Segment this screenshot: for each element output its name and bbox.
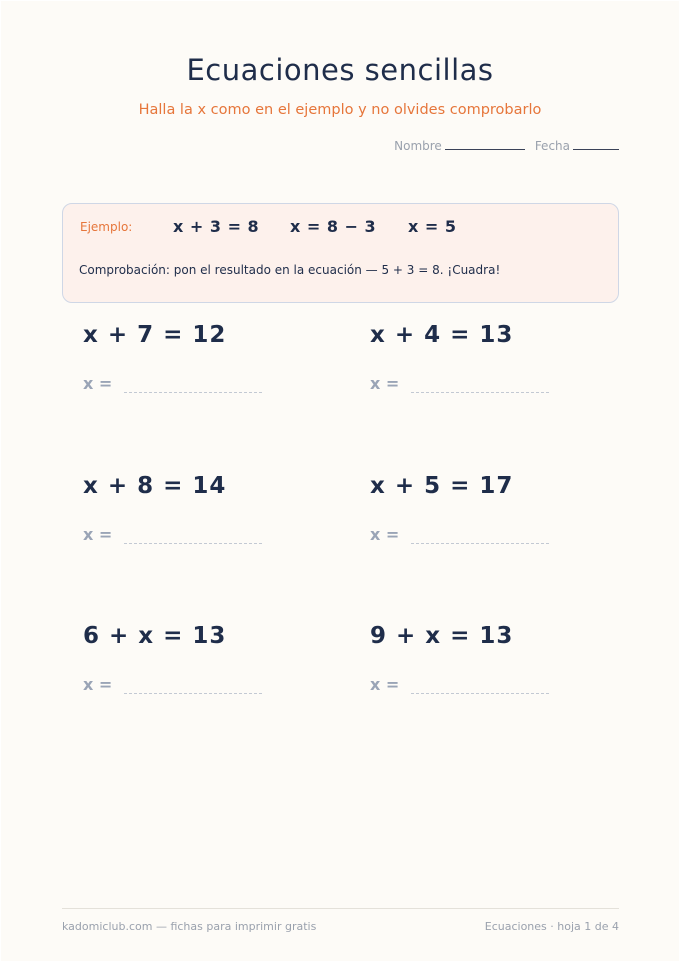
name-field[interactable] (394, 139, 525, 153)
example-step-2: x = 8 − 3 (290, 217, 377, 236)
answer-row (83, 675, 303, 694)
answer-blank[interactable] (411, 542, 549, 544)
problem-equation: 6 + x = 13 (83, 623, 227, 649)
answer-row (370, 525, 590, 544)
problem-equation: x + 8 = 14 (83, 473, 227, 499)
answer-label: x = (83, 525, 113, 544)
date-field[interactable] (535, 139, 619, 153)
problem-4 (370, 473, 590, 544)
date-label: Fecha (534, 139, 570, 153)
answer-row (83, 525, 303, 544)
example-box (62, 203, 619, 303)
answer-row (370, 374, 590, 393)
problem-equation: x + 7 = 12 (83, 322, 227, 348)
problem-6 (370, 623, 590, 694)
answer-row (83, 374, 303, 393)
footer-page-info: Ecuaciones · hoja 1 de 4 (484, 920, 619, 933)
page-subtitle: Halla la x como en el ejemplo y no olvides comprobarlo (138, 102, 542, 118)
problem-equation: x + 4 = 13 (370, 322, 514, 348)
answer-blank[interactable] (124, 692, 262, 694)
problem-equation: x + 5 = 17 (370, 473, 514, 499)
footer-site-credit: kadomiclub.com — fichas para imprimir gratis (62, 920, 317, 933)
date-blank-line (573, 148, 619, 150)
problem-5 (83, 623, 303, 694)
answer-label: x = (370, 374, 400, 393)
problem-equation: 9 + x = 13 (370, 623, 514, 649)
answer-blank[interactable] (411, 391, 549, 393)
name-date-fields (394, 139, 619, 153)
name-label: Nombre (394, 139, 442, 153)
answer-label: x = (83, 374, 113, 393)
page-title: Ecuaciones sencillas (186, 53, 494, 87)
example-check-text: Comprobación: pon el resultado en la ecuación — 5 + 3 = 8. ¡Cuadra! (79, 263, 501, 277)
example-label: Ejemplo: (80, 220, 133, 234)
name-blank-line (445, 148, 525, 150)
problem-2 (370, 322, 590, 393)
answer-label: x = (370, 525, 400, 544)
answer-blank[interactable] (124, 391, 262, 393)
example-step-3: x = 5 (408, 217, 457, 236)
answer-blank[interactable] (411, 692, 549, 694)
answer-blank[interactable] (124, 542, 262, 544)
problem-3 (83, 473, 303, 544)
example-step-1: x + 3 = 8 (173, 217, 260, 236)
footer-divider (62, 908, 619, 909)
problem-1 (83, 322, 303, 393)
answer-label: x = (83, 675, 113, 694)
worksheet-page (1, 1, 679, 961)
answer-label: x = (370, 675, 400, 694)
answer-row (370, 675, 590, 694)
